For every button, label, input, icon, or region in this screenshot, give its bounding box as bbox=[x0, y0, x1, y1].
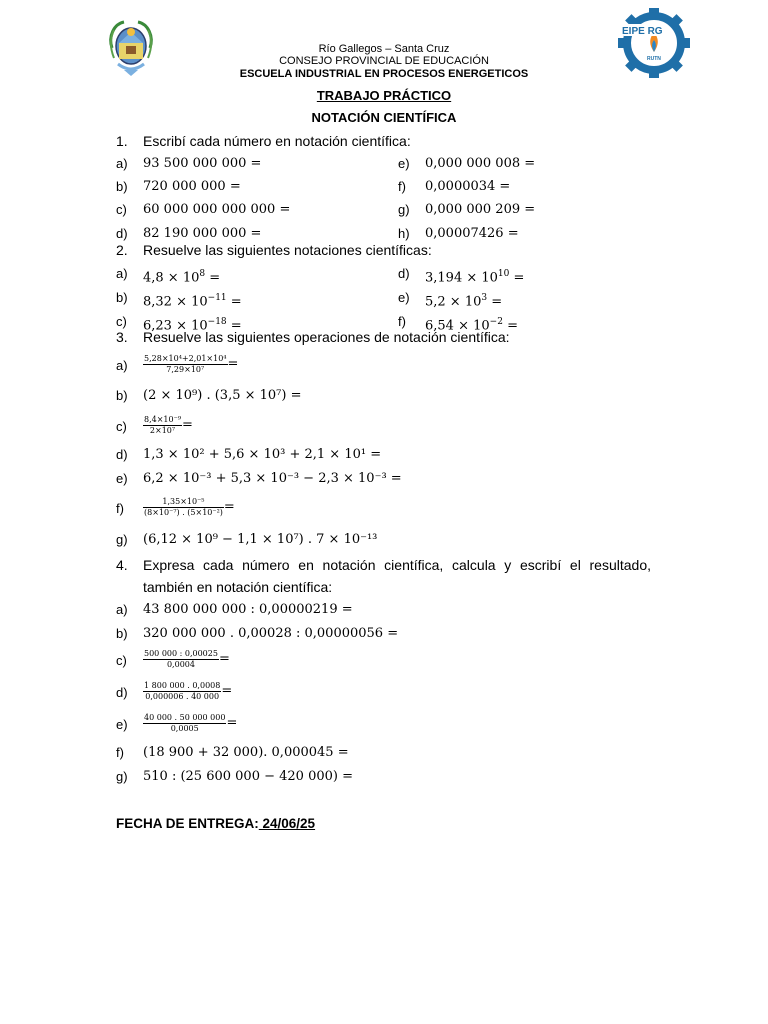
item-label: f) bbox=[398, 179, 406, 194]
question-number: 3. bbox=[116, 329, 128, 345]
item-label: b) bbox=[116, 626, 128, 641]
item-expression: 93 500 000 000 = bbox=[143, 156, 262, 171]
question-4-text: Expresa cada número en notación científica, calcula y escribí el resultado, también en notación científica: bbox=[143, 557, 651, 595]
fraction-expression: $\frac{1 800 000 . 0,0008}{0,000006 . 40 000}$ = bbox=[144, 681, 233, 701]
item-label: c) bbox=[116, 653, 127, 668]
item-expression: 0,000 000 209 = bbox=[425, 202, 536, 217]
item-label: e) bbox=[398, 290, 410, 305]
item-label: e) bbox=[116, 471, 128, 486]
item-expression: $5,2 \times 10^3$ = bbox=[425, 293, 503, 310]
item-label: d) bbox=[398, 266, 410, 281]
item-label: d) bbox=[116, 685, 128, 700]
page-title: TRABAJO PRÁCTICO bbox=[316, 88, 452, 103]
fraction-expression: $\frac{\text{5,28×10⁴+2,01×10⁴}}{\text{7,29×10⁷}}$ = bbox=[144, 354, 239, 374]
item-expression: 1,3 × 10² + 5,6 × 10³ + 2,1 × 10¹ = bbox=[143, 447, 382, 462]
item-expression: 43 800 000 000 : 0,00000219 = bbox=[143, 602, 353, 617]
item-expression: 6,2 × 10⁻³ + 5,3 × 10⁻³ − 2,3 × 10⁻³ = bbox=[143, 471, 402, 486]
item-expression: 510 : (25 600 000 − 420 000) = bbox=[143, 769, 353, 784]
item-expression: 0,0000034 = bbox=[425, 179, 511, 194]
header-school: ESCUELA INDUSTRIAL EN PROCESOS ENERGETICOS bbox=[239, 68, 529, 80]
item-label: c) bbox=[116, 202, 127, 217]
logo-text: EIPE RG bbox=[622, 26, 663, 37]
item-label: a) bbox=[116, 156, 128, 171]
logo-subtext: RUTN bbox=[647, 56, 661, 62]
item-label: c) bbox=[116, 419, 127, 434]
item-label: c) bbox=[116, 314, 127, 329]
item-label: a) bbox=[116, 602, 128, 617]
item-label: a) bbox=[116, 266, 128, 281]
item-label: e) bbox=[116, 717, 128, 732]
item-expression: $8,32 \times 10^{-11}$ = bbox=[143, 293, 242, 310]
item-expression: $6,23 \times 10^{-18}$ = bbox=[143, 317, 242, 334]
fraction-expression: $\frac{500 000 : 0,00025}{0,0004}$ = bbox=[144, 649, 230, 669]
item-label: f) bbox=[398, 314, 406, 329]
question-text: Resuelve las siguientes operaciones de notación científica: bbox=[143, 329, 510, 345]
due-date bbox=[116, 816, 315, 831]
item-label: d) bbox=[116, 226, 128, 241]
question-number: 4. bbox=[116, 557, 128, 573]
item-expression: $6,54 \times 10^{-2}$ = bbox=[425, 317, 518, 334]
item-label: b) bbox=[116, 388, 128, 403]
fraction-expression: $\frac{\text{1,35×10⁻⁵}}{\text{(8×10⁻⁷) . (5×10⁻²)}}$ = bbox=[144, 497, 235, 517]
item-label: g) bbox=[116, 532, 128, 547]
item-expression: $3,194 \times 10^{10}$ = bbox=[425, 269, 525, 286]
item-expression: 720 000 000 = bbox=[143, 179, 241, 194]
item-expression: 320 000 000 . 0,00028 : 0,00000056 = bbox=[143, 626, 399, 641]
fraction-expression: $\frac{\text{8,4×10⁻⁹}}{\text{2×10⁷}}$ = bbox=[144, 415, 193, 435]
item-expression: 0,00007426 = bbox=[425, 226, 519, 241]
due-date-label: FECHA DE ENTREGA: bbox=[116, 816, 259, 831]
eipe-rg-logo bbox=[618, 8, 690, 78]
header-city: Río Gallegos – Santa Cruz bbox=[318, 43, 450, 55]
item-label: a) bbox=[116, 358, 128, 373]
item-label: g) bbox=[116, 769, 128, 784]
item-expression: 82 190 000 000 = bbox=[143, 226, 262, 241]
item-label: b) bbox=[116, 290, 128, 305]
item-label: f) bbox=[116, 745, 124, 760]
question-text: Escribí cada número en notación científica: bbox=[143, 133, 411, 149]
item-label: b) bbox=[116, 179, 128, 194]
page-subtitle: NOTACIÓN CIENTÍFICA bbox=[311, 110, 457, 125]
item-expression: 0,000 000 008 = bbox=[425, 156, 536, 171]
province-crest-logo bbox=[106, 18, 156, 78]
item-label: g) bbox=[398, 202, 410, 217]
question-text: Resuelve las siguientes notaciones científicas: bbox=[143, 242, 432, 258]
item-expression: (2 × 10⁹) . (3,5 × 10⁷) = bbox=[143, 388, 302, 403]
item-expression: $4,8 \times 10^8$ = bbox=[143, 269, 221, 286]
due-date-value: 24/06/25 bbox=[258, 816, 316, 831]
question-number: 2. bbox=[116, 242, 128, 258]
item-label: f) bbox=[116, 501, 124, 516]
item-expression: (18 900 + 32 000). 0,000045 = bbox=[143, 745, 349, 760]
header-council: CONSEJO PROVINCIAL DE EDUCACIÓN bbox=[279, 55, 489, 67]
item-expression: 60 000 000 000 000 = bbox=[143, 202, 291, 217]
fraction-expression: $\frac{40 000 . 50 000 000}{0,0005}$ = bbox=[144, 713, 238, 733]
question-number: 1. bbox=[116, 133, 128, 149]
item-label: e) bbox=[398, 156, 410, 171]
item-label: d) bbox=[116, 447, 128, 462]
item-label: h) bbox=[398, 226, 410, 241]
item-expression: (6,12 × 10⁹ − 1,1 × 10⁷) . 7 × 10⁻¹³ bbox=[143, 532, 378, 547]
